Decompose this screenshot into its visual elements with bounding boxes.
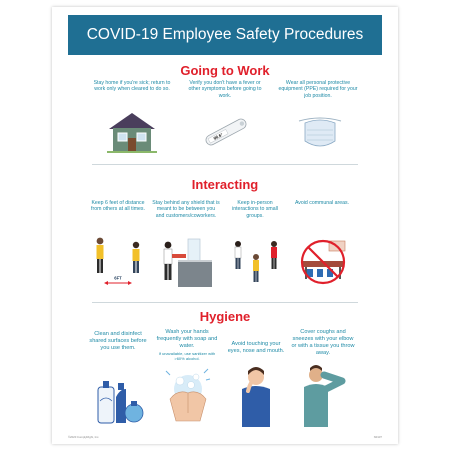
small-group-icon: [230, 235, 284, 289]
hand-washing-icon: [160, 363, 216, 427]
caption-small-groups: Keep in-person interactions to small groups.: [232, 200, 278, 219]
caption-wear-ppe: Wear all personal protective equipment (PPE) required for your job position.: [278, 80, 358, 99]
caption-wash-hands: Wash your hands frequently with soap and water.: [156, 329, 218, 349]
svg-text:6FT: 6FT: [114, 275, 122, 281]
section-heading-hygiene: Hygiene: [199, 309, 251, 324]
shield-icon: [158, 235, 216, 289]
caption-stay-home: Stay home if you're sick; return to work only when cleared to do so.: [93, 80, 171, 93]
safety-poster: [52, 7, 398, 444]
house-icon: [107, 111, 157, 153]
face-mask-icon: [297, 113, 343, 153]
section-divider: [92, 164, 358, 165]
caption-keep-distance: Keep 6 feet of distance from others at all times.: [91, 200, 145, 213]
caption-cover-coughs: Cover coughs and sneezes with your elbow or with a tissue you throw away.: [291, 329, 355, 356]
caption-clean-surfaces: Clean and disinfect shared surfaces before you use them.: [89, 331, 147, 351]
thermometer-icon: [200, 115, 252, 149]
no-communal-area-icon: [295, 235, 351, 289]
cleaning-supplies-icon: [96, 367, 146, 427]
section-divider: [92, 302, 358, 303]
caption-avoid-touching-face: Avoid touching your eyes, nose and mouth.: [227, 341, 285, 354]
touching-face-icon: [236, 365, 276, 427]
cough-elbow-icon: [302, 363, 346, 427]
sanitizer-note: If unavailable, use sanitizer with >60% alcohol.: [158, 351, 216, 361]
caption-avoid-communal: Avoid communal areas.: [294, 200, 350, 206]
caption-stay-behind-shield: Stay behind any shield that is meant to be between you and customers/coworkers.: [152, 200, 220, 219]
section-heading-going-to-work: Going to Work: [180, 63, 270, 78]
poster-title: COVID-19 Employee Safety Procedures: [68, 15, 382, 55]
distance-icon: [90, 235, 146, 289]
section-heading-interacting: Interacting: [191, 177, 259, 192]
svg-text:98.6°: 98.6°: [212, 131, 224, 141]
footer-code: N0137: [373, 435, 382, 439]
footer-copyright: ©2020 ComplyRight, Inc.: [68, 435, 100, 439]
caption-verify-fever: Verify you don't have a fever or other symptoms before going to work.: [188, 80, 262, 99]
